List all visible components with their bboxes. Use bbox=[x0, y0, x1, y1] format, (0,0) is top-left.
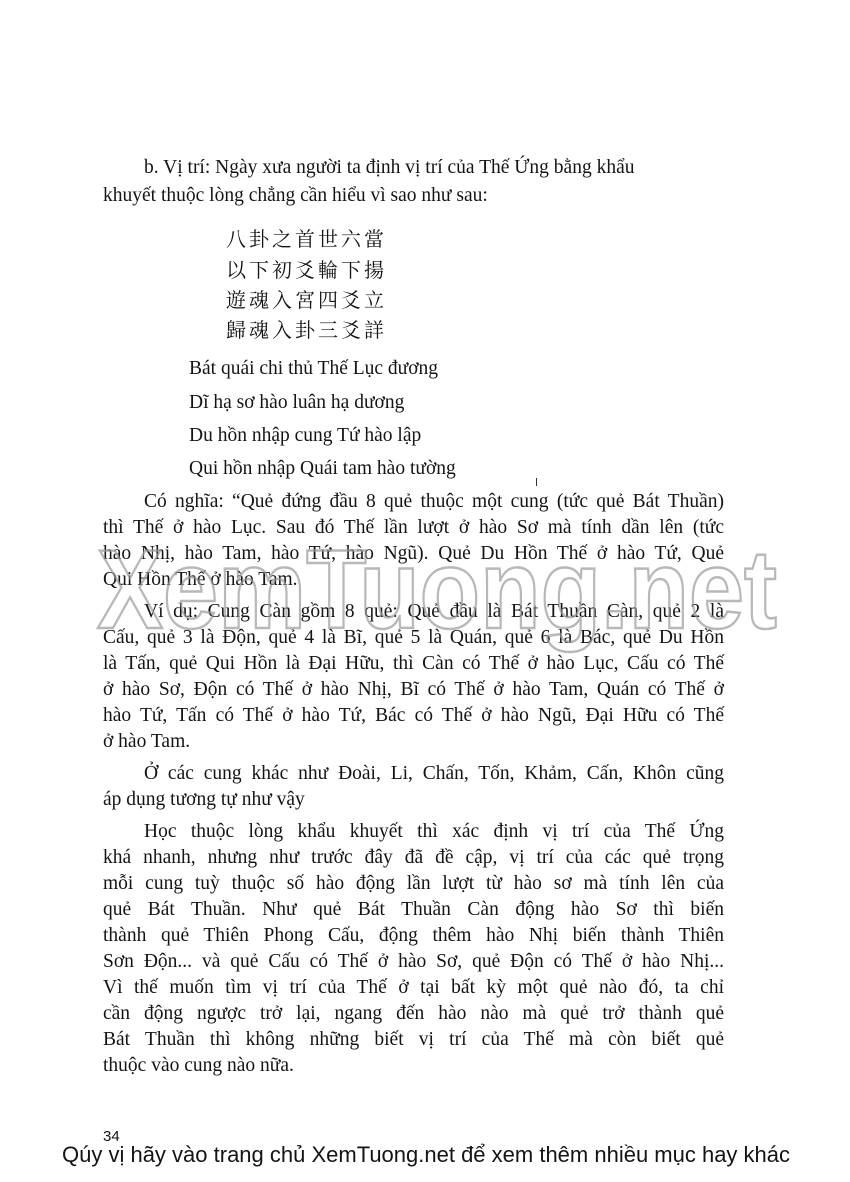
verse-3: Du hồn nhập cung Tứ hào lập bbox=[189, 425, 422, 446]
verse-2: Dĩ hạ sơ hào luân hạ dương bbox=[189, 392, 405, 413]
study-line-6: Sơn Độn... và quẻ Cấu có Thế ở hào Sơ, quẻ Độn có Thế ở hào Nhị... bbox=[103, 951, 724, 972]
study-line-5: thành quẻ Thiên Phong Cấu, động thêm hào Nhị biến thành Thiên bbox=[103, 925, 724, 946]
study-line-1: Học thuộc lòng khẩu khuyết thì xác định vị trí của Thế Ứng bbox=[144, 821, 724, 842]
study-line-8: cần động ngược trở lại, ngang đến hào nào mà quẻ trở thành quẻ bbox=[103, 1003, 724, 1024]
chinese-verse-4: 歸魂入卦三爻詳 bbox=[226, 318, 387, 342]
study-line-2: khá nhanh, nhưng như trước đây đã đề cập, vị trí của các quẻ trọng bbox=[103, 847, 724, 868]
study-line-3: mỗi cung tuỳ thuộc số hào động lần lượt từ hào sơ mà tính lên của bbox=[103, 873, 724, 894]
study-line-7: Vì thế muốn tìm vị trí của Thế ở tại bất kỳ một quẻ nào đó, ta chỉ bbox=[103, 977, 724, 998]
other-line-2: áp dụng tương tự như vậy bbox=[103, 789, 305, 810]
intro-line-1: b. Vị trí: Ngày xưa người ta định vị trí của Thế Ứng bằng khẩu bbox=[144, 157, 635, 178]
chinese-verse-3: 遊魂入宮四爻立 bbox=[226, 288, 387, 312]
example-line-1: Ví dụ: Cung Càn gồm 8 quẻ: Quẻ đầu là Bát Thuần Càn, quẻ 2 là bbox=[144, 601, 724, 622]
study-line-10: thuộc vào cung nào nữa. bbox=[103, 1055, 294, 1076]
study-line-4: quẻ Bát Thuần. Như quẻ Bát Thuần Càn động hào Sơ thì biến bbox=[103, 899, 724, 920]
meaning-line-1: Có nghĩa: “Quẻ đứng đầu 8 quẻ thuộc một cung (tức quẻ Bát Thuần) bbox=[144, 491, 724, 512]
example-line-5: hào Tứ, Tấn có Thế ở hào Tứ, Bác có Thế ở hào Ngũ, Đại Hữu có Thế bbox=[103, 705, 724, 726]
verse-4: Qui hồn nhập Quái tam hào tường bbox=[189, 458, 456, 479]
example-line-4: ở hào Sơ, Độn có Thế ở hào Nhị, Bĩ có Thế ở hào Tam, Quán có Thế ở bbox=[103, 679, 724, 700]
intro-line-2: khuyết thuộc lòng chẳng cần hiểu vì sao như sau: bbox=[103, 185, 488, 206]
footer-note: Qúy vị hãy vào trang chủ XemTuong.net để xem thêm nhiều mục hay khác bbox=[62, 1142, 791, 1167]
meaning-line-4: Qui Hồn Thế ở hào Tam. bbox=[103, 569, 298, 590]
scan-mark bbox=[536, 478, 537, 486]
chinese-verse-2: 以下初爻輪下揚 bbox=[226, 258, 387, 282]
other-line-1: Ở các cung khác như Đoài, Li, Chấn, Tốn, Khảm, Cấn, Khôn cũng bbox=[144, 763, 724, 784]
meaning-line-3: hào Nhị, hào Tam, hào Tứ, hào Ngũ). Quẻ Du Hồn Thế ở hào Tứ, Quẻ bbox=[103, 543, 724, 564]
example-line-3: là Tấn, quẻ Qui Hồn là Đại Hữu, thì Càn có Thế ở hào Lục, Cấu có Thế bbox=[103, 653, 724, 674]
meaning-line-2: thì Thế ở hào Lục. Sau đó Thế lần lượt ở hào Sơ mà tính dần lên (tức bbox=[103, 517, 724, 538]
chinese-verse-1: 八卦之首世六當 bbox=[226, 227, 387, 251]
watermark-text: XemTuong.net bbox=[97, 528, 777, 652]
study-line-9: Bát Thuần thì không những biết vị trí của Thế mà còn biết quẻ bbox=[103, 1029, 724, 1050]
example-line-6: ở hào Tam. bbox=[103, 731, 191, 752]
page-number: 34 bbox=[103, 1128, 120, 1145]
verse-1: Bát quái chi thủ Thế Lục đương bbox=[189, 358, 439, 379]
example-line-2: Cấu, quẻ 3 là Độn, quẻ 4 là Bĩ, quẻ 5 là Quán, quẻ 6 là Bác, quẻ Du Hồn bbox=[103, 627, 724, 648]
